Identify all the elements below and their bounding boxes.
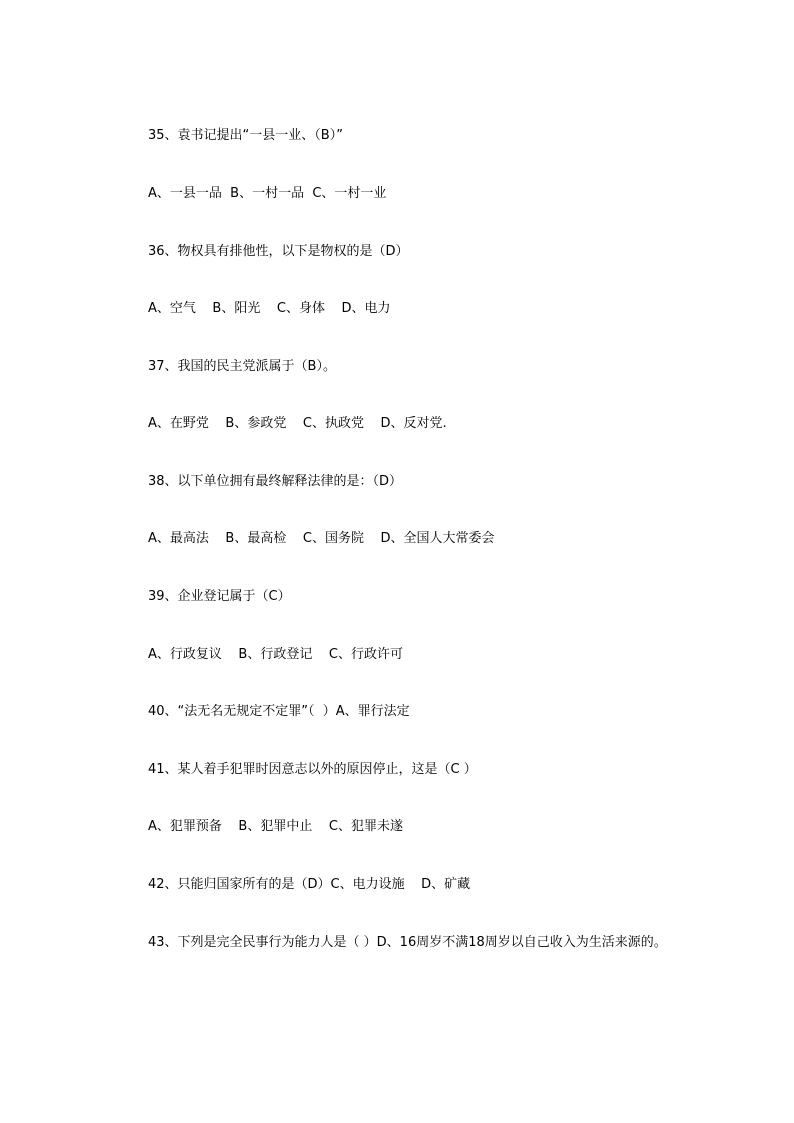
question-37: 37、我国的民主党派属于（B）。: [148, 359, 336, 374]
options-38: A、最高法 B、最高检 C、国务院 D、全国人大常委会: [148, 531, 495, 546]
question-41: 41、某人着手犯罪时因意志以外的原因停止，这是（C ）: [148, 762, 477, 777]
options-36: A、空气 B、阳光 C、身体 D、电力: [148, 301, 391, 316]
question-38: 38、以下单位拥有最终解释法律的是：（D）: [148, 474, 403, 489]
question-35: 35、袁书记提出“一县一业、（B）”: [148, 128, 343, 143]
question-36: 36、物权具有排他性，以下是物权的是（D）: [148, 244, 409, 259]
options-41: A、犯罪预备 B、犯罪中止 C、犯罪未遂: [148, 819, 403, 834]
question-40: 40、“法无名无规定不定罪”（ ）A、罪行法定: [148, 704, 410, 719]
question-43-text: 43、下列是完全民事行为能力人是（ ）D、16周岁不满18周岁以自己收入为生活来源的。: [148, 935, 667, 950]
question-43: [130, 933, 675, 953]
question-39: 39、企业登记属于（C）: [148, 589, 291, 604]
options-35: A、一县一品 B、一村一品 C、一村一业: [148, 186, 387, 201]
options-39: A、行政复议 B、行政登记 C、行政许可: [148, 647, 403, 662]
options-37: A、在野党 B、参政党 C、执政党 D、反对党.: [148, 416, 447, 431]
question-42: 42、只能归国家所有的是（D）C、电力设施 D、矿藏: [148, 877, 471, 892]
